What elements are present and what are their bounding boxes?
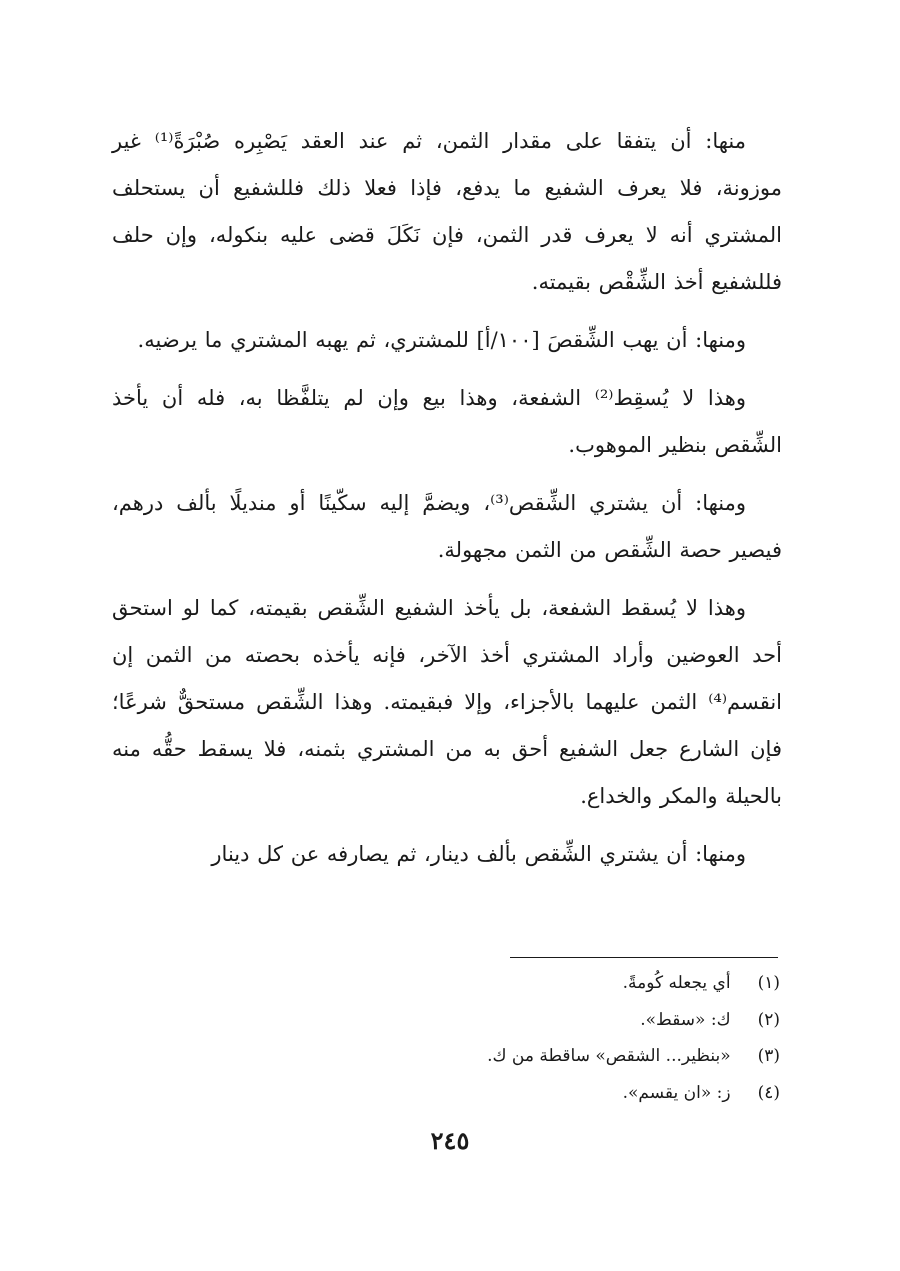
footnote-text: ز: «ان يقسم».	[622, 1082, 731, 1103]
footnote-separator	[510, 957, 778, 958]
paragraph-5: وهذا لا يُسقط الشفعة، بل يأخذ الشفيع الشِّقص بقيمته، كما لو استحق أحد العوضين وأراد المشتري أخذ الآخر، فإنه يأخذه بحصته من الثمن إن انقسم⁽⁴⁾ الثمن عليهما بالأجزاء، وإلا فبقيمته. وهذا الشِّقص مستحقٌّ شرعًا؛ فإن الشارع جعل الشفيع أحق به من المشتري بثمنه، فلا يسقط حقُّه منه بالحيلة والمكر والخداع.	[112, 596, 782, 808]
footnote-number: (٢)	[757, 1009, 780, 1030]
paragraph-6: ومنها: أن يشتري الشِّقص بألف دينار، ثم يصارفه عن كل دينار	[211, 842, 746, 866]
footnote-4	[220, 1075, 780, 1112]
footnote-number: (٤)	[757, 1082, 780, 1103]
footnote-number: (٣)	[757, 1046, 780, 1066]
page-number: ٢٤٥	[430, 1126, 470, 1155]
footnote-number: (١)	[757, 973, 780, 993]
footnote-1	[220, 965, 780, 1002]
paragraph-4: ومنها: أن يشتري الشِّقص⁽³⁾، ويضمَّ إليه سكّينًا أو منديلًا بألف درهم، فيصير حصة الشِّقص من الثمن مجهولة.	[112, 491, 782, 562]
footnotes	[220, 965, 780, 1111]
main-text	[112, 118, 782, 889]
paragraph-1: منها: أن يتفقا على مقدار الثمن، ثم عند العقد يَصْبِره صُبْرَةً⁽¹⁾ غير موزونة، فلا يعرف الشفيع ما يدفع، فإذا فعلا ذلك فللشفيع أن يستحلف المشتري أنه لا يعرف قدر الثمن، فإن نَكَلَ قضى عليه بنكوله، وإن حلف فللشفيع أخذ الشِّقْص بقيمته.	[112, 129, 782, 294]
paragraph-3: وهذا لا يُسقِط⁽²⁾ الشفعة، وهذا بيع وإن لم يتلفَّظا به، فله أن يأخذ الشِّقص بنظير الموهوب.	[112, 386, 782, 457]
footnote-text: «بنظير... الشقص» ساقطة من ك.	[487, 1046, 731, 1066]
footnote-3	[220, 1038, 780, 1075]
paragraph-2: ومنها: أن يهب الشِّقصَ [١٠٠/أ] للمشتري، ثم يهبه المشتري ما يرضيه.	[137, 328, 746, 352]
footnote-text: أي يجعله كُومةً.	[622, 973, 731, 993]
footnote-text: ك: «سقط».	[640, 1009, 731, 1030]
footnote-2	[220, 1002, 780, 1039]
